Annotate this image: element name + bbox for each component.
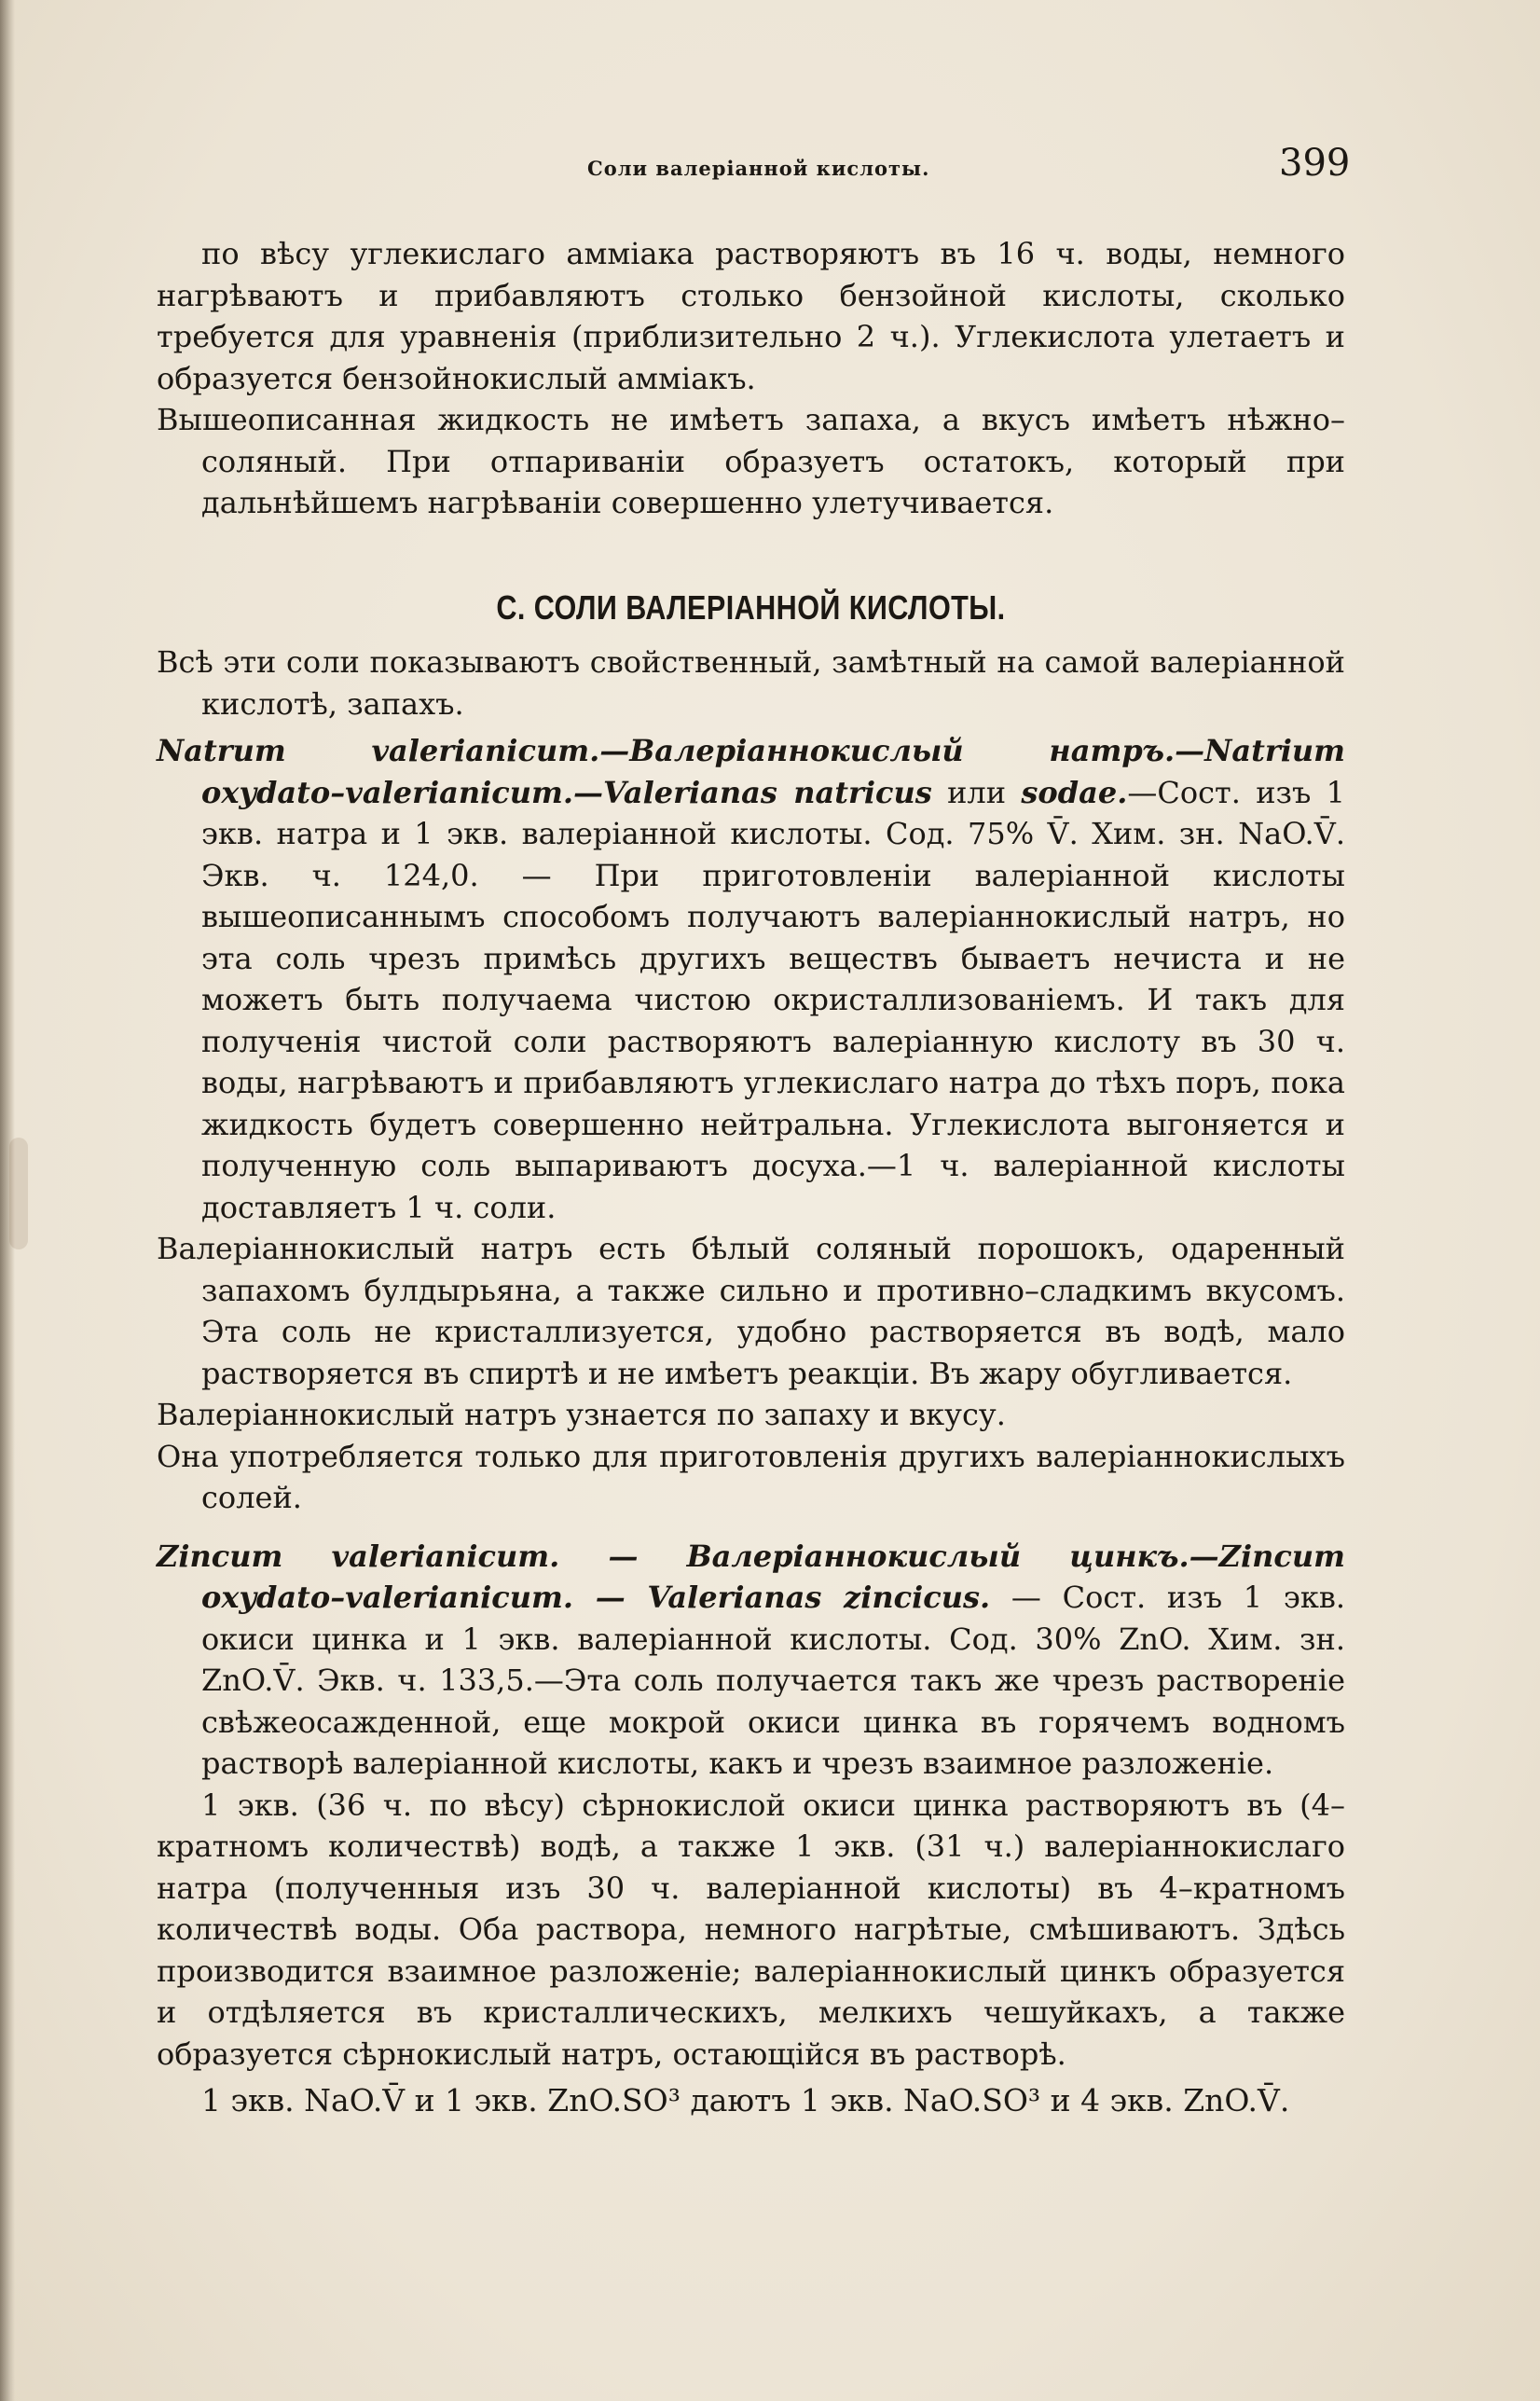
entry-body: — Сост. изъ 1 экв. окиси цинка и 1 экв. валеріанной кислоты. Сод. 30% ZnO. Хим. зн. ZnO.V̄. Экв. ч. 133,5.—Эта соль получается такъ же чрезъ раствореніе свѣжеосажденной, еще мокрой окиси цинка въ горячемъ водномъ растворѣ валеріанной кислоты, какъ и чрезъ взаимное разложеніе. [201,1580,1345,1781]
paragraph-intro: Всѣ эти соли показываютъ свойственный, замѣтный на самой валеріанной кислотѣ, запахъ. [157,644,1345,722]
running-head: Соли валеріанной кислоты. [587,157,930,180]
entry-title-latin-alt: sodae. [1021,774,1128,810]
entry-natrum-valerianicum [157,730,1345,1228]
page-header [0,140,1540,196]
paragraph-description: Вышеописанная жидкость не имѣетъ запаха, а вкусъ имѣетъ нѣжно–соляный. При отпариваніи образуетъ остатокъ, который при дальнѣйшемъ нагрѣваніи совершенно улетучивается. [157,402,1345,520]
page-number: 399 [1279,142,1351,185]
section-heading: C. СОЛИ ВАЛЕРІАННОЙ КИСЛОТЫ. [496,587,1006,627]
entry-title-latin: Natrum valerianicum.—Валеріаннокислый натръ.—Natrium oxydato–valerianicum.—Valerianas natricus [157,733,1345,810]
page-stain [9,1138,28,1249]
paragraph-identification: Валеріаннокислый натръ узнается по запаху и вкусу. [157,1397,1006,1432]
paragraph-continuation: по вѣсу углекислаго амміака растворяютъ въ 16 ч. воды, немного нагрѣваютъ и прибавляютъ столько бензойной кислоты, сколько требуется для уравненія (приблизительно 2 ч.). Углекислота улетаетъ и образуется бензойнокислый амміакъ. [157,236,1345,396]
entry-zincum-valerianicum [157,1536,1345,1785]
reaction-formula: 1 экв. NaO.V̄ и 1 экв. ZnO.SO³ даютъ 1 экв. NaO.SO³ и 4 экв. ZnO.V̄. [201,2082,1290,2118]
page-body [157,233,1345,2122]
entry-or-text: или [931,774,1022,810]
paragraph-properties: Валеріаннокислый натръ есть бѣлый соляный порошокъ, одаренный запахомъ булдырьяна, а также сильно и противно–сладкимъ вкусомъ. Эта соль не кристаллизуется, удобно растворяется въ водѣ, мало растворяется въ спиртѣ и не имѣетъ реакціи. Въ жару обугливается. [157,1231,1345,1391]
entry-body: —Сост. изъ 1 экв. натра и 1 экв. валеріанной кислоты. Сод. 75% V̄. Хим. зн. NaO.V̄. Экв. ч. 124,0. — При приготовленіи валеріанной кислоты вышеописаннымъ способомъ получаютъ валеріаннокислый натръ, но эта соль чрезъ примѣсь другихъ веществъ бываетъ нечиста и не можетъ быть получаема чистою окристаллизованіемъ. И такъ для полученія чистой соли растворяютъ валеріанную кислоту въ 30 ч. воды, нагрѣваютъ и прибавляютъ углекислаго натра до тѣхъ поръ, пока жидкость будетъ совершенно нейтральна. Углекислота выгоняется и полученную соль выпариваютъ досуха.—1 ч. валеріанной кислоты доставляетъ 1 ч. соли. [201,774,1346,1225]
entry-title-latin: Zincum valerianicum. — Валеріаннокислый цинкъ.—Zincum oxydato–valerianicum. — Valerianas zincicus. [157,1538,1345,1615]
paragraph-preparation: 1 экв. (36 ч. по вѣсу) сѣрнокислой окиси цинка растворяютъ въ (4–кратномъ количествѣ) водѣ, а также 1 экв. (31 ч.) валеріаннокислаго натра (полученныя изъ 30 ч. валеріанной кислоты) въ 4–кратномъ количествѣ воды. Оба раствора, немного нагрѣтые, смѣшиваютъ. Здѣсь производится взаимное разложеніе; валеріаннокислый цинкъ образуется и отдѣляется въ кристаллическихъ, мелкихъ чешуйкахъ, а также образуется сѣрнокислый натръ, остающійся въ растворѣ. [157,1787,1345,2072]
paragraph-usage: Она употребляется только для приготовленія другихъ валеріаннокислыхъ солей. [157,1438,1345,1515]
